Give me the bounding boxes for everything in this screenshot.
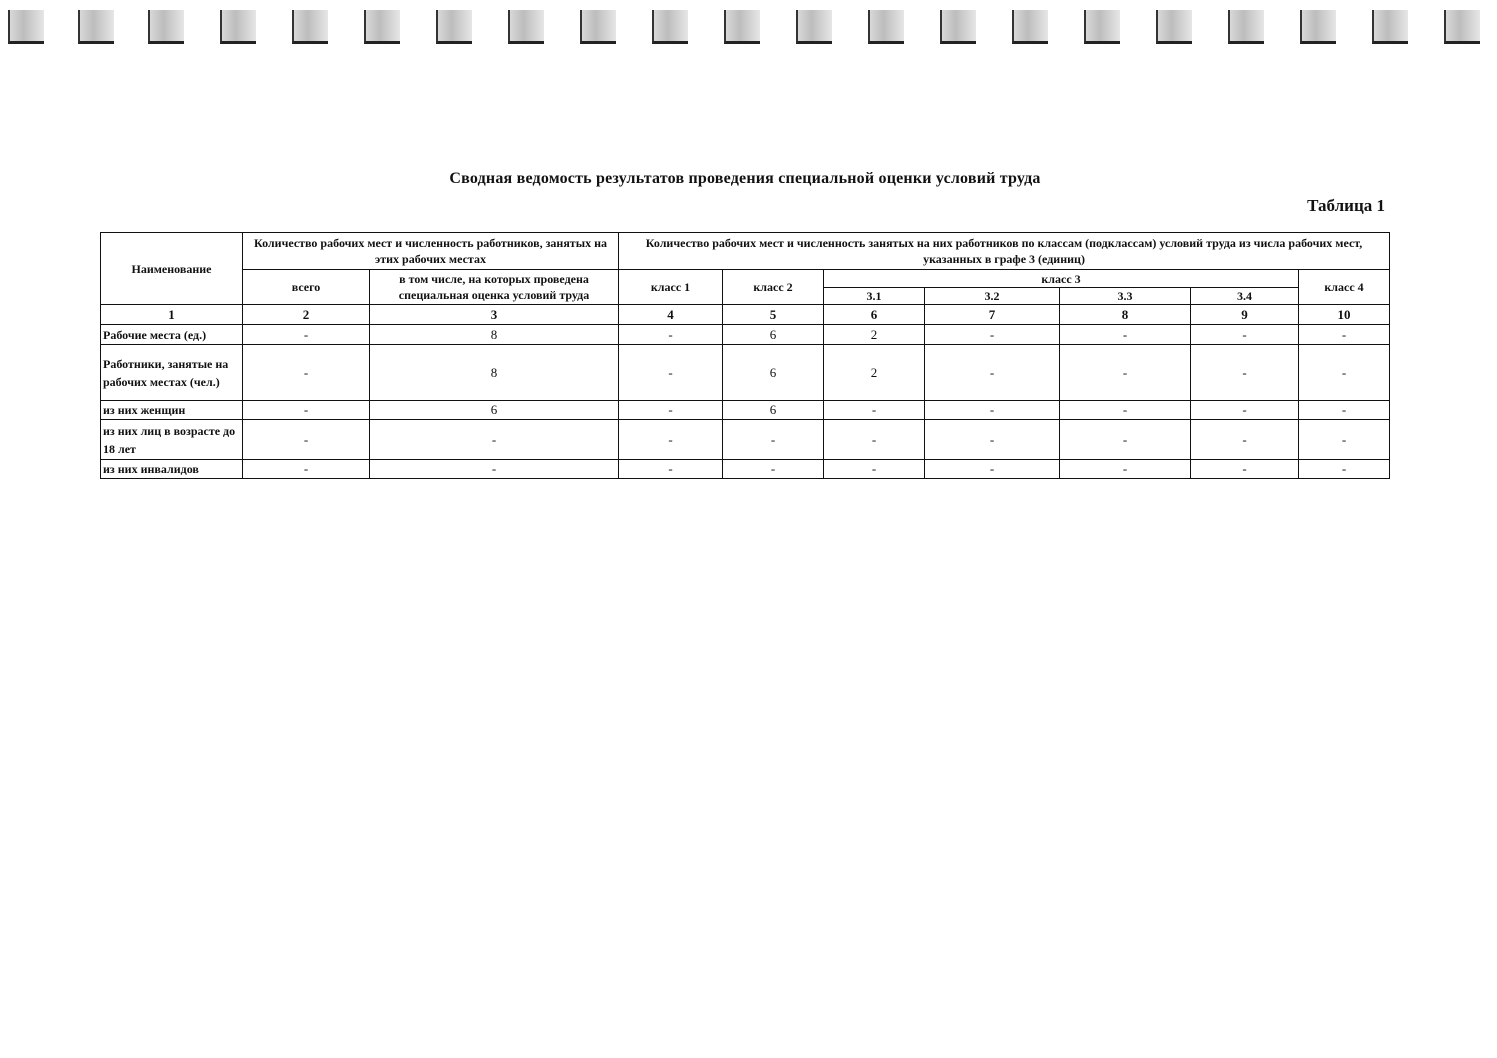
binding-hole-icon [508, 10, 544, 44]
table-cell: - [619, 345, 723, 401]
table-cell: - [925, 325, 1060, 345]
table-cell: - [1191, 325, 1299, 345]
row-label: Работники, занятые на рабочих местах (чел.) [101, 345, 243, 401]
table-cell: - [243, 325, 370, 345]
binding-hole-icon [436, 10, 472, 44]
binding-hole-icon [940, 10, 976, 44]
header-row-2 [101, 270, 1390, 288]
table-cell: 6 [723, 345, 824, 401]
header-subclass-3-3: 3.3 [1060, 288, 1191, 305]
column-number: 2 [243, 305, 370, 325]
column-number: 6 [824, 305, 925, 325]
table-cell: 8 [370, 345, 619, 401]
table-cell: 6 [723, 325, 824, 345]
column-number: 3 [370, 305, 619, 325]
row-label: из них женщин [101, 401, 243, 420]
binding-hole-icon [148, 10, 184, 44]
binding-hole-icon [652, 10, 688, 44]
table-cell: - [723, 460, 824, 479]
column-number: 5 [723, 305, 824, 325]
binding-hole-icon [220, 10, 256, 44]
header-class-3: класс 3 [824, 270, 1299, 288]
table-cell: - [370, 460, 619, 479]
row-label: Рабочие места (ед.) [101, 325, 243, 345]
table-cell: 6 [723, 401, 824, 420]
binding-hole-icon [580, 10, 616, 44]
header-subclass-3-4: 3.4 [1191, 288, 1299, 305]
table-cell: - [925, 420, 1060, 460]
table-cell: - [243, 420, 370, 460]
table-cell: 8 [370, 325, 619, 345]
row-label: из них инвалидов [101, 460, 243, 479]
table-cell: 2 [824, 325, 925, 345]
header-class-2: класс 2 [723, 270, 824, 305]
header-subclass-3-1: 3.1 [824, 288, 925, 305]
header-row-1 [101, 233, 1390, 270]
header-total: всего [243, 270, 370, 305]
table-cell: - [925, 345, 1060, 401]
header-group-classes: Количество рабочих мест и численность занятых на них работников по классам (подклассам) условий труда из числа рабочих мест, указанных в графе 3 (единиц) [619, 233, 1390, 270]
table-cell: - [619, 325, 723, 345]
table-cell: - [1191, 345, 1299, 401]
table-cell: - [1299, 420, 1390, 460]
table-cell: - [1060, 345, 1191, 401]
table-cell: - [370, 420, 619, 460]
binding-holes-strip [0, 0, 1497, 52]
header-group-workplaces: Количество рабочих мест и численность работников, занятых на этих рабочих местах [243, 233, 619, 270]
table-cell: 6 [370, 401, 619, 420]
table-cell: - [243, 460, 370, 479]
table-cell: - [824, 460, 925, 479]
binding-hole-icon [1300, 10, 1336, 44]
column-number: 7 [925, 305, 1060, 325]
table-cell: - [723, 420, 824, 460]
table-row [101, 420, 1390, 460]
table-cell: - [1299, 460, 1390, 479]
header-class-1: класс 1 [619, 270, 723, 305]
table-cell: - [1191, 420, 1299, 460]
table-cell: - [1060, 401, 1191, 420]
summary-table [100, 232, 1390, 479]
column-number: 4 [619, 305, 723, 325]
table-row [101, 325, 1390, 345]
binding-hole-icon [292, 10, 328, 44]
binding-hole-icon [8, 10, 44, 44]
table-cell: - [824, 401, 925, 420]
table-cell: - [243, 401, 370, 420]
table-cell: - [1299, 401, 1390, 420]
binding-hole-icon [1012, 10, 1048, 44]
binding-hole-icon [364, 10, 400, 44]
table-cell: - [925, 401, 1060, 420]
binding-hole-icon [1084, 10, 1120, 44]
binding-hole-icon [868, 10, 904, 44]
table-number-label: Таблица 1 [1307, 196, 1385, 215]
binding-hole-icon [1444, 10, 1480, 44]
header-subclass-3-2: 3.2 [925, 288, 1060, 305]
column-number: 10 [1299, 305, 1390, 325]
binding-hole-icon [1156, 10, 1192, 44]
table-cell: - [1060, 325, 1191, 345]
column-number: 1 [101, 305, 243, 325]
row-label: из них лиц в возрасте до 18 лет [101, 420, 243, 460]
table-cell: - [1060, 460, 1191, 479]
binding-hole-icon [1372, 10, 1408, 44]
table-cell: - [619, 420, 723, 460]
header-assessed: в том числе, на которых проведена специальная оценка условий труда [370, 270, 619, 305]
table-cell: - [619, 401, 723, 420]
binding-hole-icon [1228, 10, 1264, 44]
table-cell: - [1299, 345, 1390, 401]
table-row [101, 460, 1390, 479]
table-cell: 2 [824, 345, 925, 401]
column-number-row [101, 305, 1390, 325]
binding-hole-icon [796, 10, 832, 44]
table-row [101, 401, 1390, 420]
document-title: Сводная ведомость результатов проведения специальной оценки условий труда [449, 170, 1041, 187]
table-row [101, 345, 1390, 401]
table-cell: - [243, 345, 370, 401]
table-cell: - [1299, 325, 1390, 345]
table-cell: - [1191, 460, 1299, 479]
binding-hole-icon [724, 10, 760, 44]
table-cell: - [925, 460, 1060, 479]
column-number: 9 [1191, 305, 1299, 325]
table-cell: - [1191, 401, 1299, 420]
table-cell: - [824, 420, 925, 460]
table-cell: - [1060, 420, 1191, 460]
header-name: Наименование [101, 233, 243, 305]
header-class-4: класс 4 [1299, 270, 1390, 305]
binding-hole-icon [78, 10, 114, 44]
column-number: 8 [1060, 305, 1191, 325]
table-cell: - [619, 460, 723, 479]
